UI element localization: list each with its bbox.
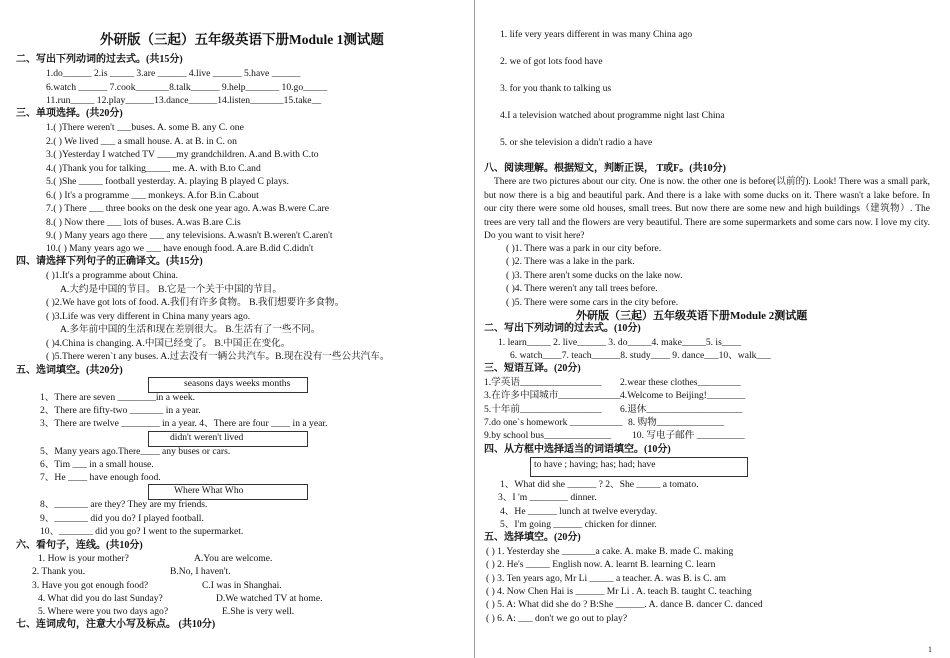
- translation-line: ( )3.Life was very different in China many years ago.: [46, 311, 251, 322]
- phrase-item: 5.十年前_________________: [484, 404, 602, 415]
- choice-item: 5.( )She _____ football yesterday. A. playing B played C plays.: [46, 176, 289, 187]
- choice-item: ( ) 4. Now Chen Hai is ______ Mr Li . A. teach B. taught C. teaching: [486, 586, 752, 597]
- choice-item: 2.( ) We lived ___ a small house. A. at B. in C. on: [46, 136, 237, 147]
- choice-item: 10.( ) Many years ago we ___ have enough food. A.are B.did C.didn't: [46, 243, 314, 254]
- translation-line: ( )1.It's a programme about China.: [46, 270, 179, 281]
- sentence-order-heading: 七、连词成句，注意大小写及标点。 (共10分): [16, 619, 216, 630]
- box-fill-heading: 四、从方框中选择适当的词语填空。(10分): [484, 444, 671, 455]
- fill-line: 9、_______ did you do? I played football.: [40, 513, 204, 524]
- match-answer: D.We watched TV at home.: [216, 593, 323, 604]
- fill-line: 2、There are fifty-two _______ in a year.: [40, 405, 201, 416]
- verb-row: 1. learn_____ 2. live______ 3. do_____4. make_____5. is____: [498, 337, 742, 348]
- fill-line: 1、There are seven ________in a week.: [40, 392, 196, 403]
- choice-item: ( ) 6. A: ___ don't we go out to play?: [486, 613, 628, 624]
- matching-heading: 六、看句子，连线。(共10分): [16, 540, 143, 551]
- m2-verb-past-heading: 二、写出下列动词的过去式。(10分): [484, 323, 641, 334]
- match-question: 4. What did you do last Sunday?: [38, 593, 163, 604]
- m2-choice-heading: 五、选择填空。(20分): [484, 532, 581, 543]
- translation-line: ( )5.There weren`t any buses. A.过去没有一辆公共汽车。B.现在没有一些公共汽车。: [46, 351, 390, 362]
- choice-item: 4.( )Thank you for talking_____ me. A. with B.to C.and: [46, 163, 261, 174]
- module1-title: 外研版（三起）五年级英语下册Module 1测试题: [100, 32, 384, 47]
- word-order-item: 4.I a television watched about programme night last China: [500, 110, 725, 121]
- fill-line: 1、What did she ______ ? 2、She _____ a tomato.: [500, 479, 699, 490]
- word-box-text: didn't weren't lived: [170, 432, 244, 443]
- translation-line: ( )4.China is changing. A.中国已经变了。 B.中国正在变化。: [46, 338, 291, 349]
- match-question: 2. Thank you.: [32, 566, 86, 577]
- module2-title: 外研版（三起）五年级英语下册Module 2测试题: [576, 310, 808, 322]
- word-fill-heading: 五、选词填空。(共20分): [16, 365, 123, 376]
- single-choice-heading: 三、单项选择。(共20分): [16, 108, 123, 119]
- choice-item: 9.( ) Many years ago there ___ any televisions. A.wasn't B.weren't C.aren't: [46, 230, 333, 241]
- choice-item: 7.( ) There ___ three books on the desk one year ago. A.was B.were C.are: [46, 203, 330, 214]
- verb-row: 1.do______ 2.is _____ 3.are ______ 4.live ______ 5.have ______: [46, 68, 301, 79]
- fill-line: 4、He ______ lunch at twelve everyday.: [500, 506, 658, 517]
- phrase-translation-heading: 三、短语互译。(20分): [484, 363, 581, 374]
- choice-item: 6.( ) It's a programme ___ monkeys. A.for B.in C.about: [46, 190, 259, 201]
- phrase-item: 10. 写电子邮件 __________: [632, 430, 745, 441]
- phrase-item: 8. 购物______________: [628, 417, 724, 428]
- true-false-item: ( )2. There was a lake in the park.: [506, 256, 635, 267]
- true-false-item: ( )4. There weren't any tall trees before.: [506, 283, 658, 294]
- translation-line: A.大约是中国的节目。 B.它是一个关于中国的节目。: [60, 284, 282, 295]
- fill-line: 3、I 'm ________ dinner.: [498, 492, 597, 503]
- page-number: 1: [928, 645, 932, 654]
- verb-row: 11.run_____ 12.play______13.dance______14.listen_______15.take__: [46, 95, 322, 106]
- column-divider: [474, 0, 475, 658]
- word-box-text: Where What Who: [174, 485, 244, 496]
- match-answer: C.I was in Shanghai.: [202, 580, 282, 591]
- verb-past-heading: 二、写出下列动词的过去式。(共15分): [16, 54, 183, 65]
- word-order-item: 1. life very years different in was many China ago: [500, 29, 693, 40]
- fill-line: 3、There are twelve ________ in a year. 4、There are four ____ in a year.: [40, 418, 328, 429]
- translation-line: A.多年前中国的生活和现在差别很大。 B.生活有了一些不同。: [60, 324, 321, 335]
- phrase-item: 2.wear these clothes_________: [620, 377, 741, 388]
- true-false-item: ( )1. There was a park in our city before.: [506, 243, 662, 254]
- choice-item: 8.( ) Now there ___ lots of buses. A.was B.are C.is: [46, 217, 241, 228]
- reading-passage: There are two pictures about our city. One is now. the other one is before(以前的). Look! There was a small park, but now there is a big and beautiful park. And there is a lake with some ducks on it. There wasn't a lake before. In our city there were some old houses, small trees. But now there are some new and high buildings（建筑物）. The trees are very tall and the flowers are very beautiful. There are some supermarkets and some cars now. I love my city. Do you want to visit here?: [484, 177, 930, 242]
- choice-item: ( ) 2. He's _____ English now. A. learnt B. learning C. learn: [486, 559, 716, 570]
- match-answer: B.No, I haven't.: [170, 566, 231, 577]
- choice-item: ( ) 1. Yesterday she _______a cake. A. make B. made C. making: [486, 546, 734, 557]
- phrase-item: 6.退休____________________: [620, 404, 743, 415]
- phrase-item: 1.学英语_________________: [484, 377, 602, 388]
- match-question: 3. Have you got enough food?: [32, 580, 149, 591]
- fill-line: 5、I'm going ______ chicken for dinner.: [500, 519, 657, 530]
- phrase-item: 7.do one`s homework ___________: [484, 417, 623, 428]
- phrase-item: 9.by school bus______________: [484, 430, 612, 441]
- word-order-item: 5. or she television a didn't radio a have: [500, 137, 653, 148]
- match-question: 5. Where were you two days ago?: [38, 606, 169, 617]
- choice-item: ( ) 3. Ten years ago, Mr Li _____ a teacher. A. was B. is C. am: [486, 573, 727, 584]
- true-false-item: ( )5. There were some cars in the city before.: [506, 297, 679, 308]
- fill-line: 8、_______ are they? They are my friends.: [40, 499, 208, 510]
- choice-item: 3.( )Yesterday I watched TV ____my grandchildren. A.and B.with C.to: [46, 149, 319, 160]
- translation-line: ( )2.We have got lots of food. A.我们有许多食物。 B.我们想要许多食物。: [46, 297, 345, 308]
- reading-heading: 八、阅读理解。根据短文，判断正误， T或F。(共10分): [484, 163, 726, 174]
- choice-item: 1.( )There weren't ___buses. A. some B. any C. one: [46, 122, 244, 133]
- word-box-text: to have ; having; has; had; have: [534, 459, 656, 470]
- verb-row: 6. watch____7. teach______8. study____ 9. dance___10、walk___: [510, 350, 771, 361]
- true-false-item: ( )3. There aren't some ducks on the lake now.: [506, 270, 683, 281]
- phrase-item: 3.在许多中国城市_____________: [484, 390, 621, 401]
- word-box-text: seasons days weeks months: [184, 378, 291, 389]
- translation-heading: 四、请选择下列句子的正确译文。(共15分): [16, 256, 203, 267]
- word-order-item: 2. we of got lots food have: [500, 56, 603, 67]
- fill-line: 5、Many years ago.There____ any buses or cars.: [40, 446, 231, 457]
- match-answer: A.You are welcome.: [194, 553, 273, 564]
- word-order-item: 3. for you thank to talking us: [500, 83, 612, 94]
- fill-line: 7、He ____ have enough food.: [40, 472, 161, 483]
- phrase-item: 4.Welcome to Beijing!________: [620, 390, 746, 401]
- choice-item: ( ) 5. A: What did she do ? B:She ______. A. dance B. dancer C. danced: [486, 599, 763, 610]
- verb-row: 6.watch ______ 7.cook_______8.talk______ 9.help_______ 10.go_____: [46, 82, 328, 93]
- match-answer: E.She is very well.: [222, 606, 295, 617]
- fill-line: 10、_______ did you go? I went to the supermarket.: [40, 526, 244, 537]
- match-question: 1. How is your mother?: [38, 553, 129, 564]
- fill-line: 6、Tim ___ in a small house.: [40, 459, 154, 470]
